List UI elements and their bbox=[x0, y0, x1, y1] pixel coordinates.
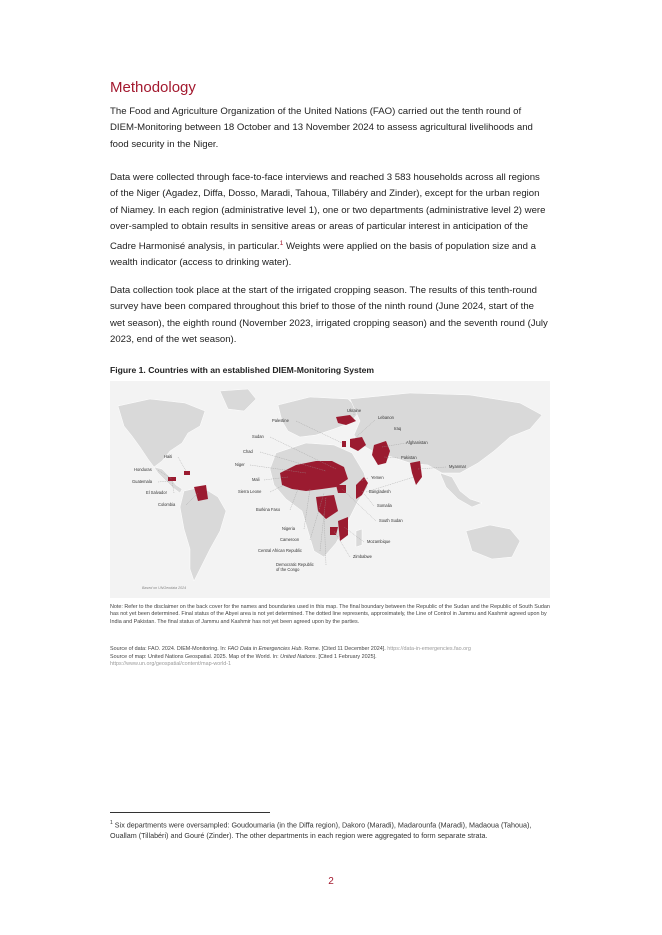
source-map bbox=[110, 654, 550, 661]
label-yemen: Yemen bbox=[371, 475, 384, 480]
label-dr-congo-line1: Democratic Republic bbox=[276, 562, 314, 567]
label-south-sudan: South Sudan bbox=[379, 518, 403, 523]
footnote-text: Six departments were oversampled: Goudoumaria (in the Diffa region), Dakoro (Maradi), Madarounfa (Maradi), Madaoua (Tahoua), Ouallam (Tillabéri) and Gouré (Zinder). The other departments in each region were aggregated to form separate strata. bbox=[110, 820, 532, 840]
label-colombia: Colombia bbox=[158, 502, 176, 507]
label-lebanon: Lebanon bbox=[378, 415, 394, 420]
section-heading: Methodology bbox=[110, 79, 196, 96]
footnote-divider bbox=[110, 812, 270, 813]
label-guatemala: Guatemala bbox=[132, 479, 153, 484]
footnote-number: 1 bbox=[110, 820, 113, 826]
source-map-title: United Nations bbox=[280, 653, 316, 660]
world-map bbox=[110, 381, 550, 598]
paragraph-data-collection bbox=[110, 170, 550, 272]
label-central-african-republic: Central African Republic bbox=[258, 548, 302, 553]
label-mozambique: Mozambique bbox=[367, 539, 391, 544]
source-data-post: . Rome. [Cited 11 December 2024]. bbox=[301, 646, 388, 652]
label-honduras: Honduras bbox=[134, 467, 152, 472]
label-myanmar: Myanmar bbox=[449, 464, 467, 469]
source-map-link[interactable]: https://www.un.org/geospatial/content/map-world-1 bbox=[110, 661, 232, 667]
source-data bbox=[110, 646, 550, 653]
label-burkina-faso: Burkina Faso bbox=[256, 507, 281, 512]
label-iraq: Iraq bbox=[394, 426, 402, 431]
footnote-reference[interactable]: 1 bbox=[279, 239, 284, 247]
label-mali: Mali bbox=[252, 477, 260, 482]
figure-title: Figure 1. Countries with an established DIEM-Monitoring System bbox=[110, 365, 375, 375]
page-number: 2 bbox=[328, 876, 334, 887]
paragraph-intro: The Food and Agriculture Organization of the United Nations (FAO) carried out the tenth round of DIEM-Monitoring between 18 October and 13 November 2024 to assess agricultural livelihoods and food security in the Niger. bbox=[110, 106, 533, 150]
source-map-post: . [Cited 1 February 2025]. bbox=[315, 653, 377, 660]
source-map-pre: Source of map: United Nations Geospatial. 2025. Map of the World. In: bbox=[110, 653, 281, 660]
label-el-salvador: El Salvador bbox=[146, 490, 167, 495]
world-map-svg bbox=[110, 381, 550, 598]
land-south-america bbox=[180, 487, 226, 581]
label-somalia: Somalia bbox=[377, 503, 392, 508]
label-ukraine: Ukraine bbox=[347, 408, 362, 413]
label-nigeria: Nigeria bbox=[282, 526, 295, 531]
label-afghanistan: Afghanistan bbox=[406, 440, 428, 445]
label-chad: Chad bbox=[243, 449, 253, 454]
country-myanmar-bangladesh bbox=[410, 461, 422, 485]
map-credit: Based on UNGeodata 2024 bbox=[142, 586, 187, 590]
map-note: Note: Refer to the disclaimer on the back cover for the names and boundaries used in this map. The final boundary between the Republic of the Sudan and the Republic of South Sudan has not yet been determined. Final status of the Abyei area is not yet determined. The dotted line represents, approximately, the Line of Control in Jammu and Kashmir agreed upon by India and Pakistan. The final status of Jammu and Kashmir has not yet been agreed upon by the parties. bbox=[110, 604, 550, 625]
country-palestine-lebanon bbox=[342, 441, 346, 447]
paragraph-timing: Data collection took place at the start of the irrigated cropping season. The results of this tenth-round survey have been compared throughout this brief to those of the ninth round (June 2024, start of the wet season), the eighth round (November 2023, irrigated cropping season) and the seventh round (July 2023, end of the wet season). bbox=[110, 285, 548, 346]
label-sudan: Sudan bbox=[252, 434, 264, 439]
label-haiti: Haiti bbox=[164, 454, 173, 459]
footnote bbox=[110, 818, 550, 842]
land-north-america bbox=[118, 399, 205, 467]
label-pakistan: Pakistan bbox=[401, 455, 417, 460]
label-niger: Niger bbox=[235, 462, 245, 467]
label-cameroon: Cameroon bbox=[280, 537, 300, 542]
source-data-title: FAO Data in Emergencies Hub bbox=[227, 646, 302, 652]
label-zimbabwe: Zimbabwe bbox=[353, 554, 372, 559]
paragraph-data-collection-tail: Weights were applied on the basis of population size and a wealth indicator (access to drinking water). bbox=[110, 240, 536, 269]
label-palestine: Palestine bbox=[272, 418, 289, 423]
land-australia bbox=[466, 525, 520, 559]
paragraph-data-collection-text: Data were collected through face-to-face interviews and reached 3 583 households across all regions of the Niger (Agadez, Diffa, Dosso, Maradi, Tahoua, Tillabéry and Zinder), except for the urban region of Niamey. In each region (administrative level 1), one or two departments (administrative level 2) were over-sampled to obtain results in sensitive areas or areas of particular interest in anticipation of the Cadre Harmonisé analysis, in particular. bbox=[110, 172, 546, 252]
label-bangladesh: Bangladesh bbox=[369, 489, 391, 494]
land-southeast-asia bbox=[440, 473, 482, 507]
source-data-link[interactable]: https://data-in-emergencies.fao.org bbox=[387, 646, 471, 652]
country-haiti bbox=[184, 471, 190, 475]
land-greenland bbox=[220, 389, 256, 411]
label-dr-congo-line2: of the Congo bbox=[276, 567, 300, 572]
label-sierra-leone: Sierra Leone bbox=[238, 489, 262, 494]
source-data-pre: Source of data: FAO. 2024. DIEM-Monitoring. In: bbox=[110, 646, 228, 652]
